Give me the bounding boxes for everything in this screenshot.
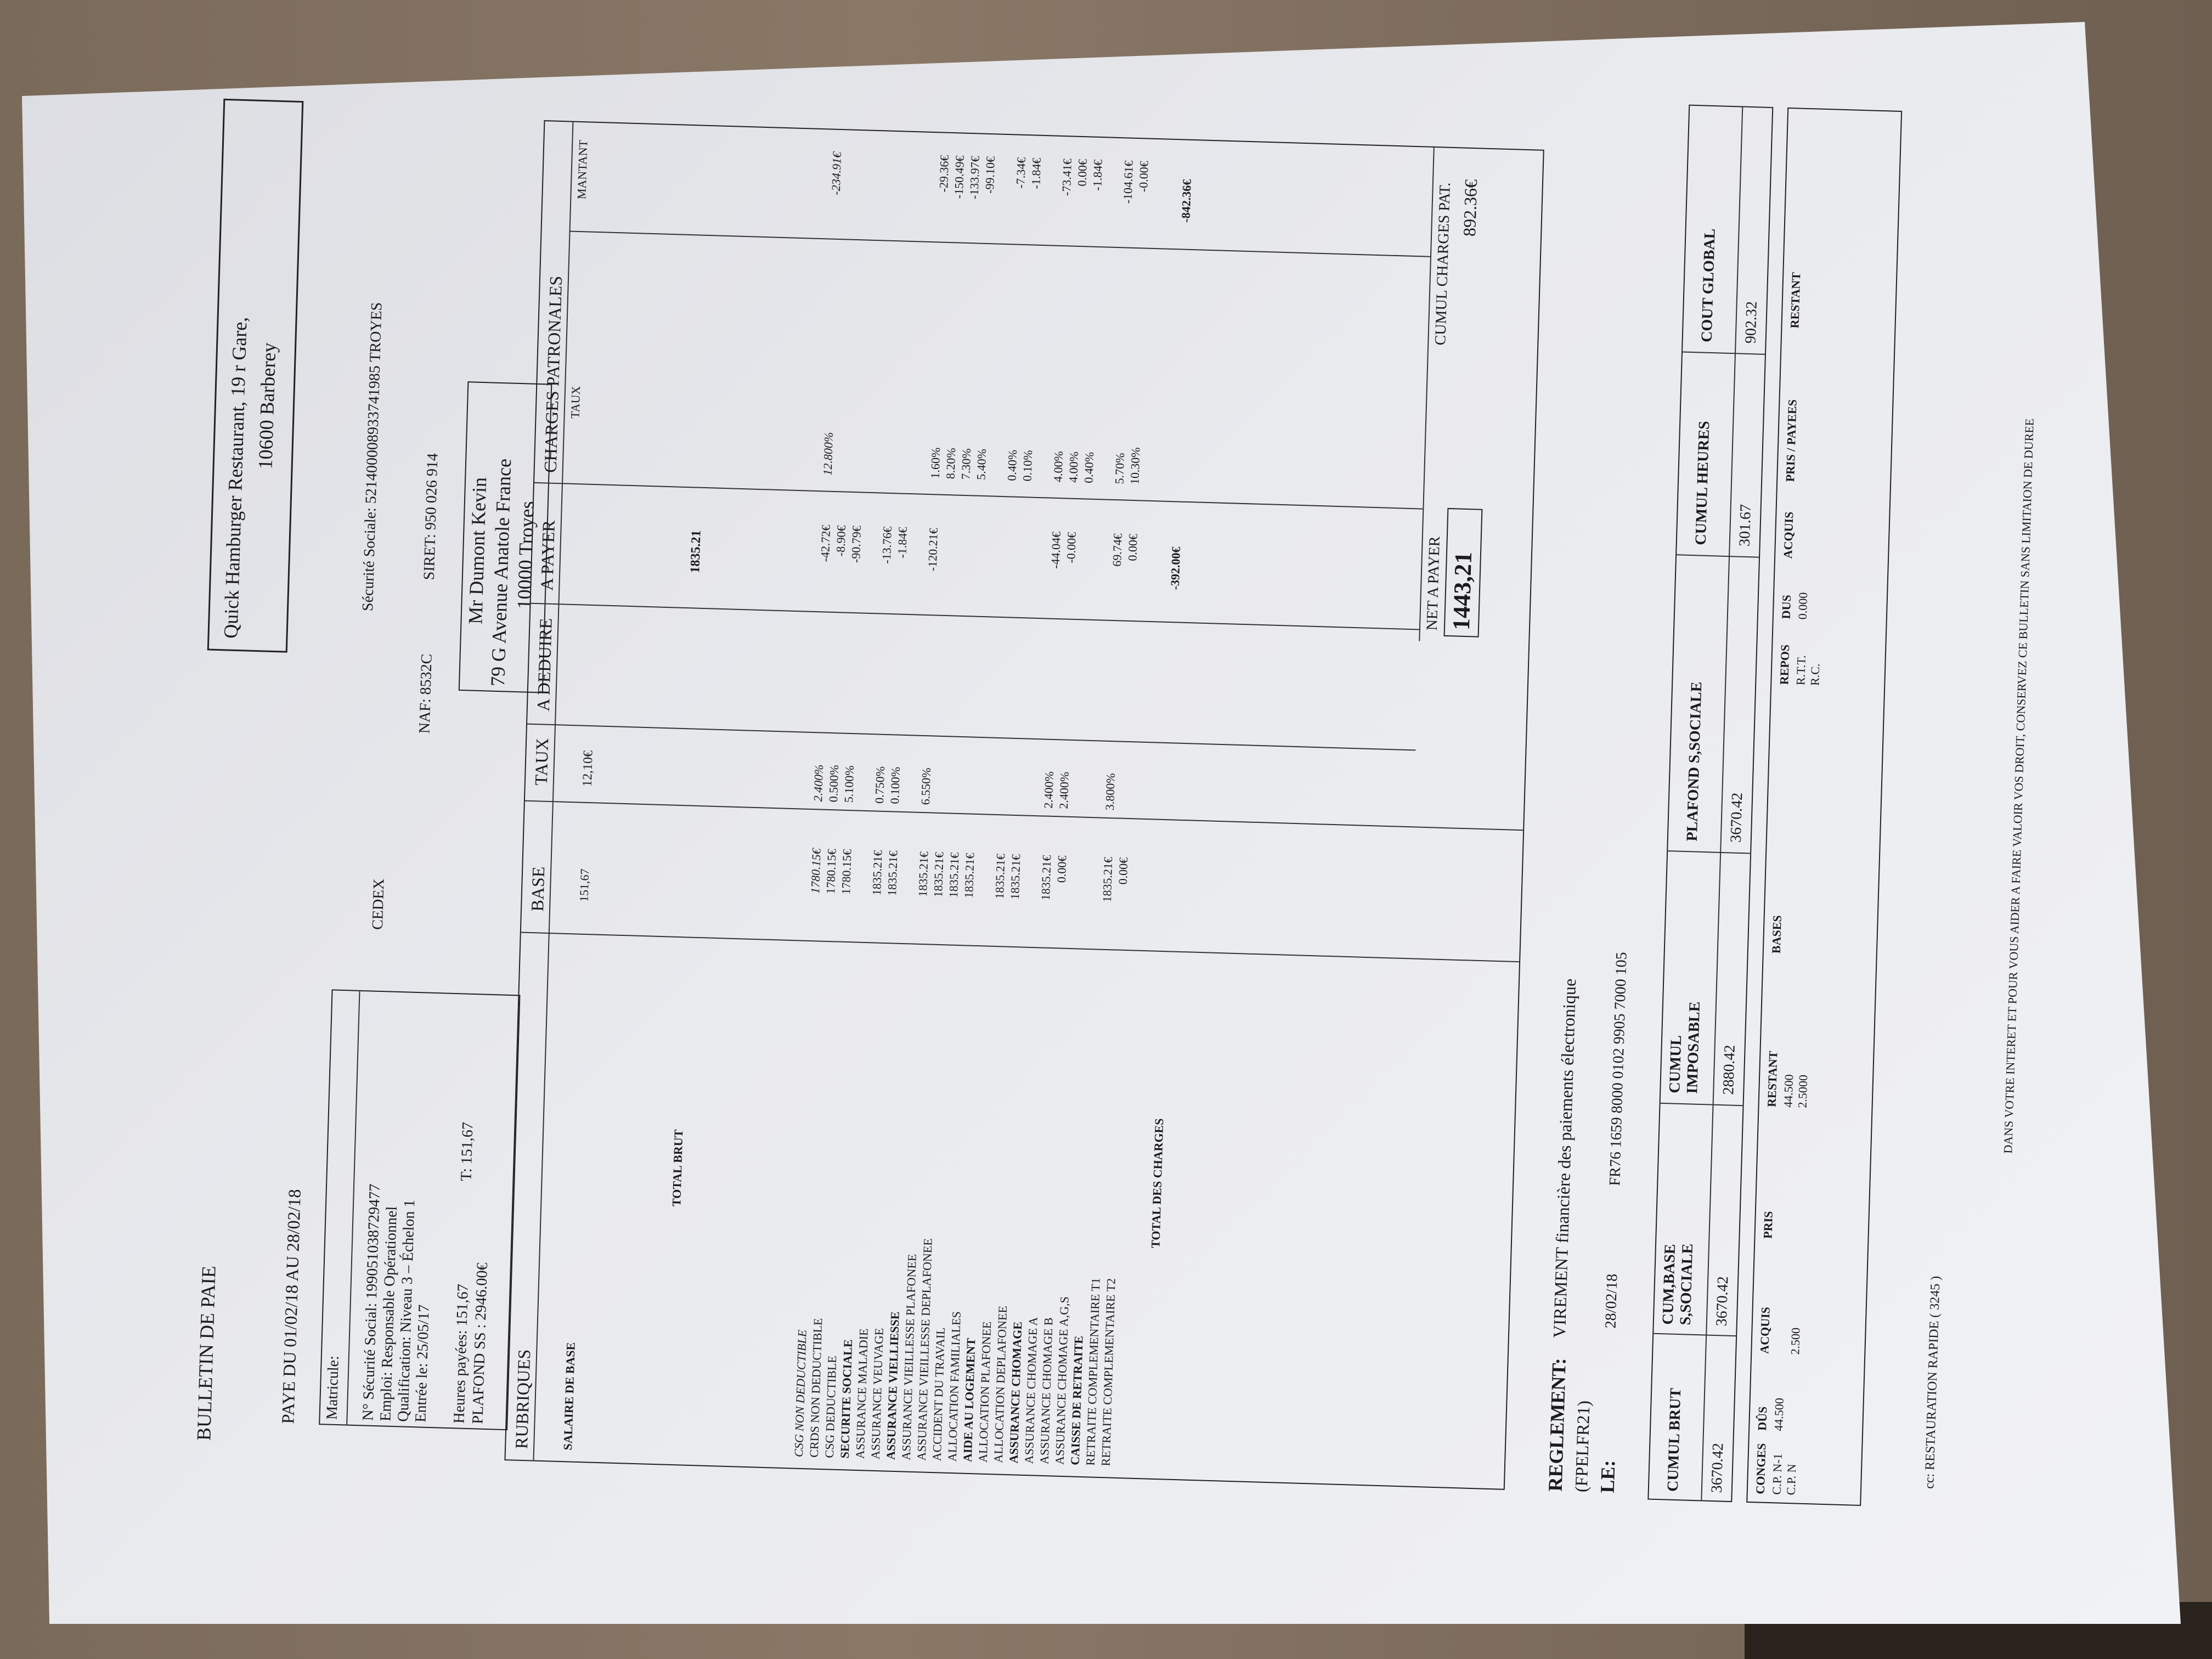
base-value [1022,854,1040,926]
a-payer-value [955,529,972,606]
a-payer-value [1093,533,1110,610]
rubrique-label: ASSURANCE VIELLIESSE [883,1311,902,1460]
cp-montant-value [889,154,906,236]
cp-taux-value [882,434,898,478]
employee-qualification: Qualification: Niveau 3 – Échelon 1 [394,1199,419,1423]
rubrique-label: ALLOCATION FAMILIALES [945,1311,963,1462]
cumul-value: 902.32 [1742,301,1760,344]
taux-value: 5.100% [842,765,857,803]
conges-header: ACQUIS [1781,511,1796,559]
conges-header: PRIS [1760,1211,1775,1239]
cumul-value: 2880.42 [1720,1045,1739,1096]
taux-column [810,764,1134,811]
cumul-value: 3670.42 [1713,1276,1732,1327]
a-payer-value [862,526,880,603]
cp-taux-value: 0.40% [1081,452,1097,483]
rubrique-label: ASSURANCE CHOMAGE A,G,S [1052,1296,1071,1465]
employer-name-line2: 10600 Barberey [254,342,280,470]
base-value [899,851,917,923]
employee-nss: N° Sécurité Social: 1990510387​29477 [359,1183,384,1421]
header-cp-montant: MANTANT [574,139,590,200]
a-payer-value: 0.00€ [1125,533,1140,561]
a-payer-value [1001,530,1018,607]
cp-montant-value: -1.84€ [1090,159,1105,191]
a-payer-value: -42.72€ [818,524,833,562]
reglement-date: 28/02/18 [1602,1273,1621,1329]
rubrique-label: ALLOCATION DEPLAFONEE [991,1305,1010,1463]
conges-header: DUS [1779,594,1794,619]
a-payer-value: -13.76€ [879,526,894,565]
header-a-payer: A PAYER [537,520,559,591]
base-value [1084,856,1101,928]
rubrique-label: ACCIDENT DU TRAVAIL [929,1327,947,1462]
reglement-code: (FPELFR21) [1571,1400,1594,1493]
taux-value [902,767,919,805]
base-value: 1780.15€ [839,849,854,895]
cumul-header: CUM,BASE S,SOCIALE [1659,1243,1697,1325]
a-payer-value [1031,531,1049,608]
employee-entree: Entrée le: 25/05/17 [412,1304,433,1423]
a-payer-value: -90.79€ [848,525,864,563]
rubrique-label: AIDE AU LOGEMENT [960,1338,978,1463]
cp-taux-value: 5.40% [974,448,989,481]
cp-montant-value: -104.61€ [1120,160,1136,204]
base-value [976,853,994,925]
rubrique-label: CRDS NON DEDUCTIBLE [806,1318,825,1458]
header-a-deduire: A DEDUIRE [533,618,556,712]
cp-montant-value: -7.34€ [1013,157,1028,189]
taux-value [1010,770,1026,808]
cp-taux-value [836,432,852,476]
employer-securite-sociale: Sécurité Sociale: 52140000893374198​5 TROYES [359,302,386,612]
taux-value [1025,771,1042,809]
rtt-dus: 0.000 [1795,592,1810,620]
cp-montant-value [919,154,937,237]
conges-header: PRIS / PAYEES [1783,399,1799,482]
taux-value [949,769,965,806]
taux-value: 0.500% [826,764,842,803]
cp-montant-value: -1.84€ [1029,157,1043,189]
cp-montant-value: -133.97€ [967,155,982,200]
footer-notice: DANS VOTRE INTERET ET POUR VOUS AIDER A FAIRE VALOIR VOS DROIT, CONSERVEZ CE BULLETIN SANS LIMITAION DE DUREE [2001,418,2036,1154]
rubrique-label: ASSURANCE CHOMAGE [1006,1321,1025,1464]
col-divider [531,603,1419,630]
a-payer-column [816,524,1141,611]
base-value: 1835.21€ [870,850,885,896]
taux-value: 0.100% [888,766,903,804]
reglement-le-label: LE: [1596,1459,1620,1493]
base-value: 1835.21€ [1099,856,1115,902]
cumul-header: COUT GLOBAL [1698,228,1719,343]
matricule: Matricule: [323,1355,342,1420]
base-value: 1835.21€ [946,852,962,898]
total-brut-value: 1835.21 [688,530,704,573]
divider [346,991,360,1425]
base-value: 1780.15€ [823,848,839,894]
header-base: BASE [527,866,549,912]
cp-montant-value [996,156,1014,239]
employer-name-line1: Quick Hamburger Restaurant, 19 r Gare, [219,317,251,639]
a-payer-value: -8.90€ [833,524,848,557]
rubrique-label: ASSURANCE CHOMAGE B [1037,1317,1056,1465]
cumul-header: PLAFOND S,SOCIALE [1683,681,1706,842]
cumul-value: 301.67 [1736,504,1754,547]
cp-taux-value [851,433,867,477]
cp-taux-value: 4.00% [1051,450,1066,483]
employer-cedex: CEDEX [369,878,388,930]
cp-montant-value [873,153,891,236]
pay-items-table [504,120,1544,1490]
cp-taux-value [1096,440,1113,484]
base-value: 1835.21€ [1008,854,1023,900]
header-rubriques: RUBRIQUES [511,1349,534,1449]
cp-taux-value [866,433,883,477]
rubrique-label: ASSURANCE VIEILLESSE DEPLAFONEE [914,1238,935,1461]
rubrique-label: CSG NON DEDUCTIBLE [791,1329,809,1458]
col-divider [534,482,1423,510]
conges-header: DÛS [1755,1406,1770,1431]
reglement-iban: FR76 1659 8000 0102 9905 7000 105 [1606,951,1630,1186]
cumul-header: CUMUL IMPOSABLE [1666,1001,1704,1094]
cp-montant-value [1042,158,1059,241]
base-value: 1835.21€ [962,853,977,899]
conges-header: RESTANT [1764,1051,1780,1108]
taux-value: 2.400% [1041,771,1056,809]
cp-n1-restant: 44.500 [1781,1074,1796,1108]
cp-taux-value: 10.30% [1127,447,1143,485]
col-divider [527,724,1415,751]
heures-payees: Heures payées: 151,67 [450,1283,472,1424]
base-value: 1835.21€ [916,851,931,897]
a-payer-value: -44.04€ [1048,531,1063,569]
cp-taux-value: 4.00% [1066,451,1081,483]
a-payer-value [985,529,1003,607]
plafond-ss: PLAFOND SS : 2946.00€ [469,1262,492,1425]
pay-period: PAYE DU 01/02/18 AU 28/02/18 [278,1189,304,1424]
cp-n1-dus: 44.500 [1771,1397,1786,1431]
taux-value [1118,774,1134,811]
cumul-value: 3670.42 [1727,792,1746,843]
cp-taux-value [912,435,929,478]
cp-taux-value: 0.40% [1005,449,1020,481]
taux-value: 6.550% [918,767,934,805]
cp-n-acquis: 2.500 [1788,1327,1803,1355]
rubrique-label: RETRAITE COMPLEMENTAIRE T1 [1083,1277,1103,1466]
cp-montant-value [858,153,876,235]
total-charges-a-payer: -392.00€ [1167,546,1183,590]
conges-header: RESTANT [1787,272,1803,329]
cp-taux-value: 5.70% [1112,453,1127,484]
cp-montant-value: -150.49€ [951,155,967,199]
header-charges-patronales: CHARGES PATRONALES [540,275,566,473]
cp-montant-value: -73.41€ [1059,158,1074,196]
cp-taux-value [989,437,1006,481]
cumul-header: CUMUL HEURES [1692,420,1713,546]
employee-emploi: Emploi: Responsable Opérationnel [377,1206,400,1422]
a-payer-value [1016,531,1034,608]
taux-value [964,769,980,806]
rubrique-label: CSG DEDUCTIBLE [822,1355,839,1458]
cp-montant-value: -99.10€ [982,156,997,194]
net-a-payer-label: NET A PAYER [1423,536,1443,631]
footer-cc: cc: RESTAURATION RAPIDE ( 3245 ) [1922,1276,1943,1489]
employer-naf: NAF: 8532C [416,653,436,734]
taux-value: 2.400% [811,764,826,802]
header-cp-taux: TAUX [568,386,583,419]
cp-montant-value [843,152,860,235]
a-payer-value: -120.21€ [925,527,940,572]
cp-n1-label: C.P. N-1 [1769,1453,1785,1495]
rc-label: R.C. [1808,663,1822,686]
rubrique-label: ALLOCATION PLAFONEE [975,1321,994,1463]
cp-montant-value: -0.00€ [1136,160,1151,193]
total-charges-cp-montant: -842.36€ [1178,179,1194,223]
rubrique-label: CAISSE DE RETRAITE [1068,1335,1086,1466]
cp-montant-column [827,151,1152,243]
recipient-name: Mr Dumont Kevin [464,477,491,625]
taux-value [856,766,873,804]
taux-value: 0.750% [872,766,888,804]
a-payer-value: -0.00€ [1064,532,1079,563]
rtt-label: R.T.T. [1793,654,1808,686]
a-payer-value [909,527,926,605]
employer-box [207,99,304,653]
cumul-header: CUMUL BRUT [1664,1387,1685,1492]
taux-value: 3.800% [1102,772,1118,811]
a-payer-value: -1.84€ [895,527,910,558]
total-hours: T: 151,67 [458,1121,477,1182]
cp-montant-value [904,154,922,237]
recipient-city: 10000 Troyes [513,500,539,610]
cp-taux-value [897,434,913,478]
cp-taux-column [820,432,1144,484]
cumul-value: 3670.42 [1708,1442,1727,1493]
total-charges-label: TOTAL DES CHARGES [1148,1118,1166,1249]
payslip-document [93,12,2080,1593]
rubrique-label: ASSURANCE VIEILLESSE PLAFONEE [899,1254,919,1460]
base-value: 0.00€ [1115,857,1131,885]
base-value: 1835.21€ [992,853,1008,900]
net-a-payer-value: 1443,21 [1447,551,1477,631]
base-column [807,848,1132,929]
cp-montant-value [1103,160,1121,242]
total-brut-label: TOTAL BRUT [669,1129,686,1207]
base-value: 0.00€ [1054,855,1069,883]
base-value [1068,856,1086,928]
cp-montant-value: 0.00€ [1075,159,1090,187]
conges-header: REPOS [1777,644,1792,685]
cp-montant-value: -29.36€ [936,155,951,193]
taux-value [933,768,950,806]
employer-siret: SIRET: 950 026 914 [420,453,442,580]
a-payer-value [1077,532,1095,610]
col-divider [521,932,1519,962]
conges-header: BASES [1769,915,1784,954]
rubrique-label: ASSURANCE VEUVAGE [868,1328,886,1460]
rubrique-label: SECURITE SOCIALE [837,1339,855,1459]
conges-header: ACQUIS [1757,1306,1773,1355]
taux-value [1087,772,1103,810]
taux-value [995,770,1011,808]
header-taux: TAUX [531,737,552,786]
salaire-de-base-label: SALAIRE DE BASE [561,1342,578,1451]
cp-montant-value: -234.91€ [828,151,844,195]
document-title: BULLETIN DE PAIE [193,1265,220,1441]
taux-value [1071,772,1088,810]
base-value: 1780.15€ [808,848,823,894]
base-value: 1835.21€ [1039,855,1054,901]
cp-n-restant: 2.5000 [1795,1074,1810,1108]
recipient-address: 79 G Avenue Anatole France [487,458,516,687]
taux-value [979,769,996,807]
rubrique-label: ASSURANCE MALADIE [853,1328,871,1459]
net-a-payer-box [1444,508,1483,637]
a-payer-value: 69.74€ [1110,533,1125,567]
base-value [853,849,871,921]
reglement-method: VIREMENT financière des paiements électronique [1549,978,1580,1339]
cumul-charges-pat-label: CUMUL CHARGES PAT. [1432,182,1454,346]
taux-value: 2.400% [1056,771,1071,809]
a-payer-value [939,528,957,606]
base-value: 1835.21€ [885,850,900,896]
cp-taux-value: 1.60% [928,447,943,479]
rubrique-label: RETRAITE COMPLEMENTAIRE T2 [1098,1278,1118,1466]
cumul-charges-pat-value: 892.36€ [1459,179,1481,237]
a-payer-value [970,529,988,606]
rubriques-column [791,1234,1120,1466]
salaire-de-base-taux: 12,10€ [580,750,596,787]
salaire-de-base-base: 151,67 [577,868,592,902]
cp-taux-value: 0.10% [1020,450,1035,482]
cp-taux-value: 12.800% [820,432,836,476]
base-value: 1835.21€ [931,851,946,898]
cp-taux-value: 8.20% [943,447,958,479]
employee-info-box [319,989,520,1430]
conges-table [1746,108,1902,1506]
conges-header: CONGES [1753,1443,1769,1494]
cp-n-label: C.P. N [1784,1464,1799,1496]
reglement-label: REGLEMENT: [1544,1357,1570,1492]
cp-taux-value: 7.30% [958,448,974,480]
rubrique-label: ASSURANCE CHOMAGE A [1022,1317,1040,1464]
cp-taux-value [1035,438,1052,482]
